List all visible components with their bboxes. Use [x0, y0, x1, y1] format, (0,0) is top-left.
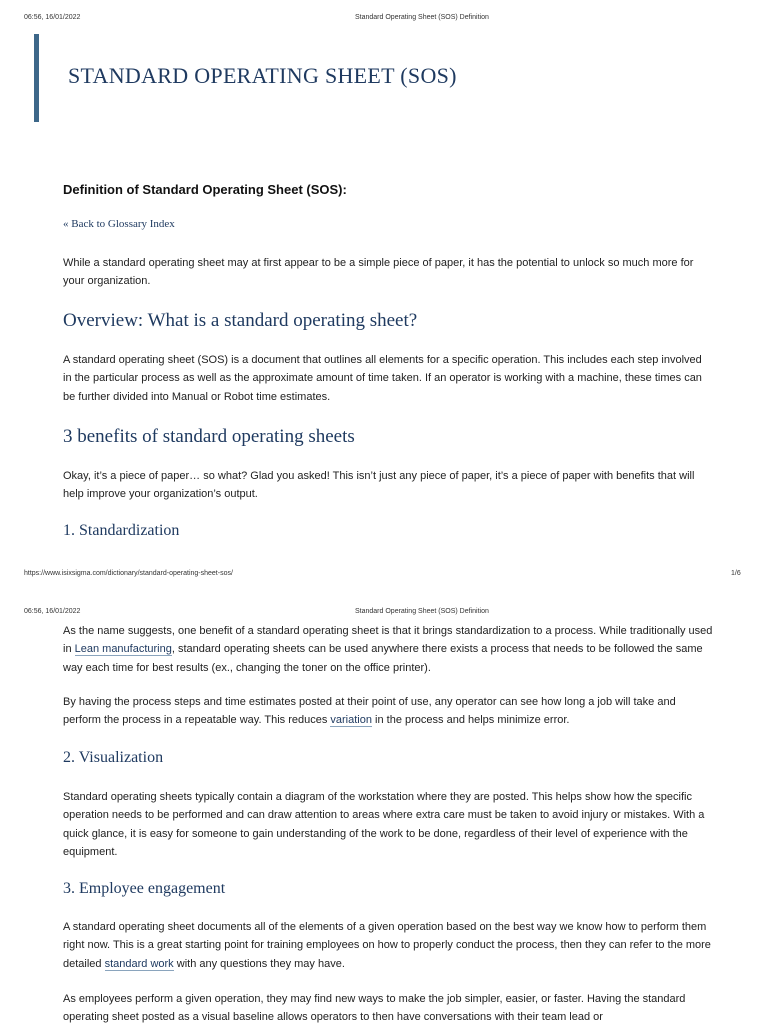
- visualization-heading: 2. Visualization: [63, 749, 164, 766]
- standardization-paragraph-1: [63, 622, 713, 677]
- benefits-heading: 3 benefits of standard operating sheets: [63, 426, 355, 447]
- definition-heading: Definition of Standard Operating Sheet (SOS):: [63, 182, 347, 197]
- paragraph-text: A standard operating sheet documents all of the elements of a given operation based on the best way we know how to perform them right now. This is a great starting point for training employees on how to properly conduct the process, then they can refer to the more detailed: [63, 921, 711, 970]
- page-footer-number: 1/6: [731, 570, 741, 577]
- overview-heading: Overview: What is a standard operating sheet?: [63, 310, 418, 331]
- paragraph-text: , standard operating sheets can be used anywhere there exists a process that needs to be followed the same way each time for best results (ex., changing the toner on the office printer).: [63, 643, 703, 674]
- title-accent-bar: [34, 34, 39, 122]
- page-header-title: Standard Operating Sheet (SOS) Definition: [355, 608, 489, 615]
- paragraph-text: with any questions they may have.: [173, 957, 345, 970]
- page-footer-url: https://www.isixsigma.com/dictionary/standard-operating-sheet-sos/: [24, 570, 233, 577]
- page-title: STANDARD OPERATING SHEET (SOS): [68, 63, 457, 88]
- engagement-paragraph-2: As employees perform a given operation, they may find new ways to make the job simpler, easier, or faster. Having the standard operating sheet posted as a visual baseline allows operators to then have conversations with their team lead or: [63, 993, 686, 1024]
- employee-engagement-heading: 3. Employee engagement: [63, 880, 226, 897]
- standardization-paragraph-2: [63, 693, 713, 730]
- page-header-title: Standard Operating Sheet (SOS) Definition: [355, 14, 489, 21]
- intro-paragraph: While a standard operating sheet may at first appear to be a simple piece of paper, it has the potential to unlock so much more for your organization.: [63, 257, 694, 288]
- variation-link[interactable]: variation: [330, 714, 372, 727]
- paragraph-text: in the process and helps minimize error.: [371, 714, 570, 727]
- visualization-paragraph: Standard operating sheets typically contain a diagram of the workstation where they are posted. This helps show how the specific operation needs to be performed and can draw attention to areas where extra care must be taken to avoid injury or mistakes. With a quick glance, it is easy for someone to gain understanding of the work to be done, regardless of their level of experience with the equipment.: [63, 791, 705, 859]
- back-to-glossary-link[interactable]: « Back to Glossary Index: [63, 218, 175, 230]
- paragraph-text: By having the process steps and time estimates posted at their point of use, any operator can see how long a job will take and perform the process in a repeatable way. This reduces: [63, 696, 676, 727]
- lean-manufacturing-link[interactable]: Lean manufacturing: [74, 643, 172, 656]
- page-header-datetime: 06:56, 16/01/2022: [24, 608, 81, 615]
- standardization-heading: 1. Standardization: [63, 522, 180, 539]
- benefits-paragraph: Okay, it’s a piece of paper… so what? Glad you asked! This isn’t just any piece of paper, it’s a piece of paper with benefits that will help improve your organization’s output.: [63, 470, 695, 501]
- page-header-datetime: 06:56, 16/01/2022: [24, 14, 81, 21]
- overview-paragraph: A standard operating sheet (SOS) is a document that outlines all elements for a specific operation. This includes each step involved in the particular process as well as the approximate amount of time taken. If an operator is working with a machine, these times can be further divided into Manual or Robot time estimates.: [63, 354, 702, 403]
- standard-work-link[interactable]: standard work: [104, 957, 174, 970]
- engagement-paragraph-1: [63, 918, 713, 973]
- paragraph-text: As the name suggests, one benefit of a standard operating sheet is that it brings standardization to a process. While traditionally used in: [63, 625, 713, 656]
